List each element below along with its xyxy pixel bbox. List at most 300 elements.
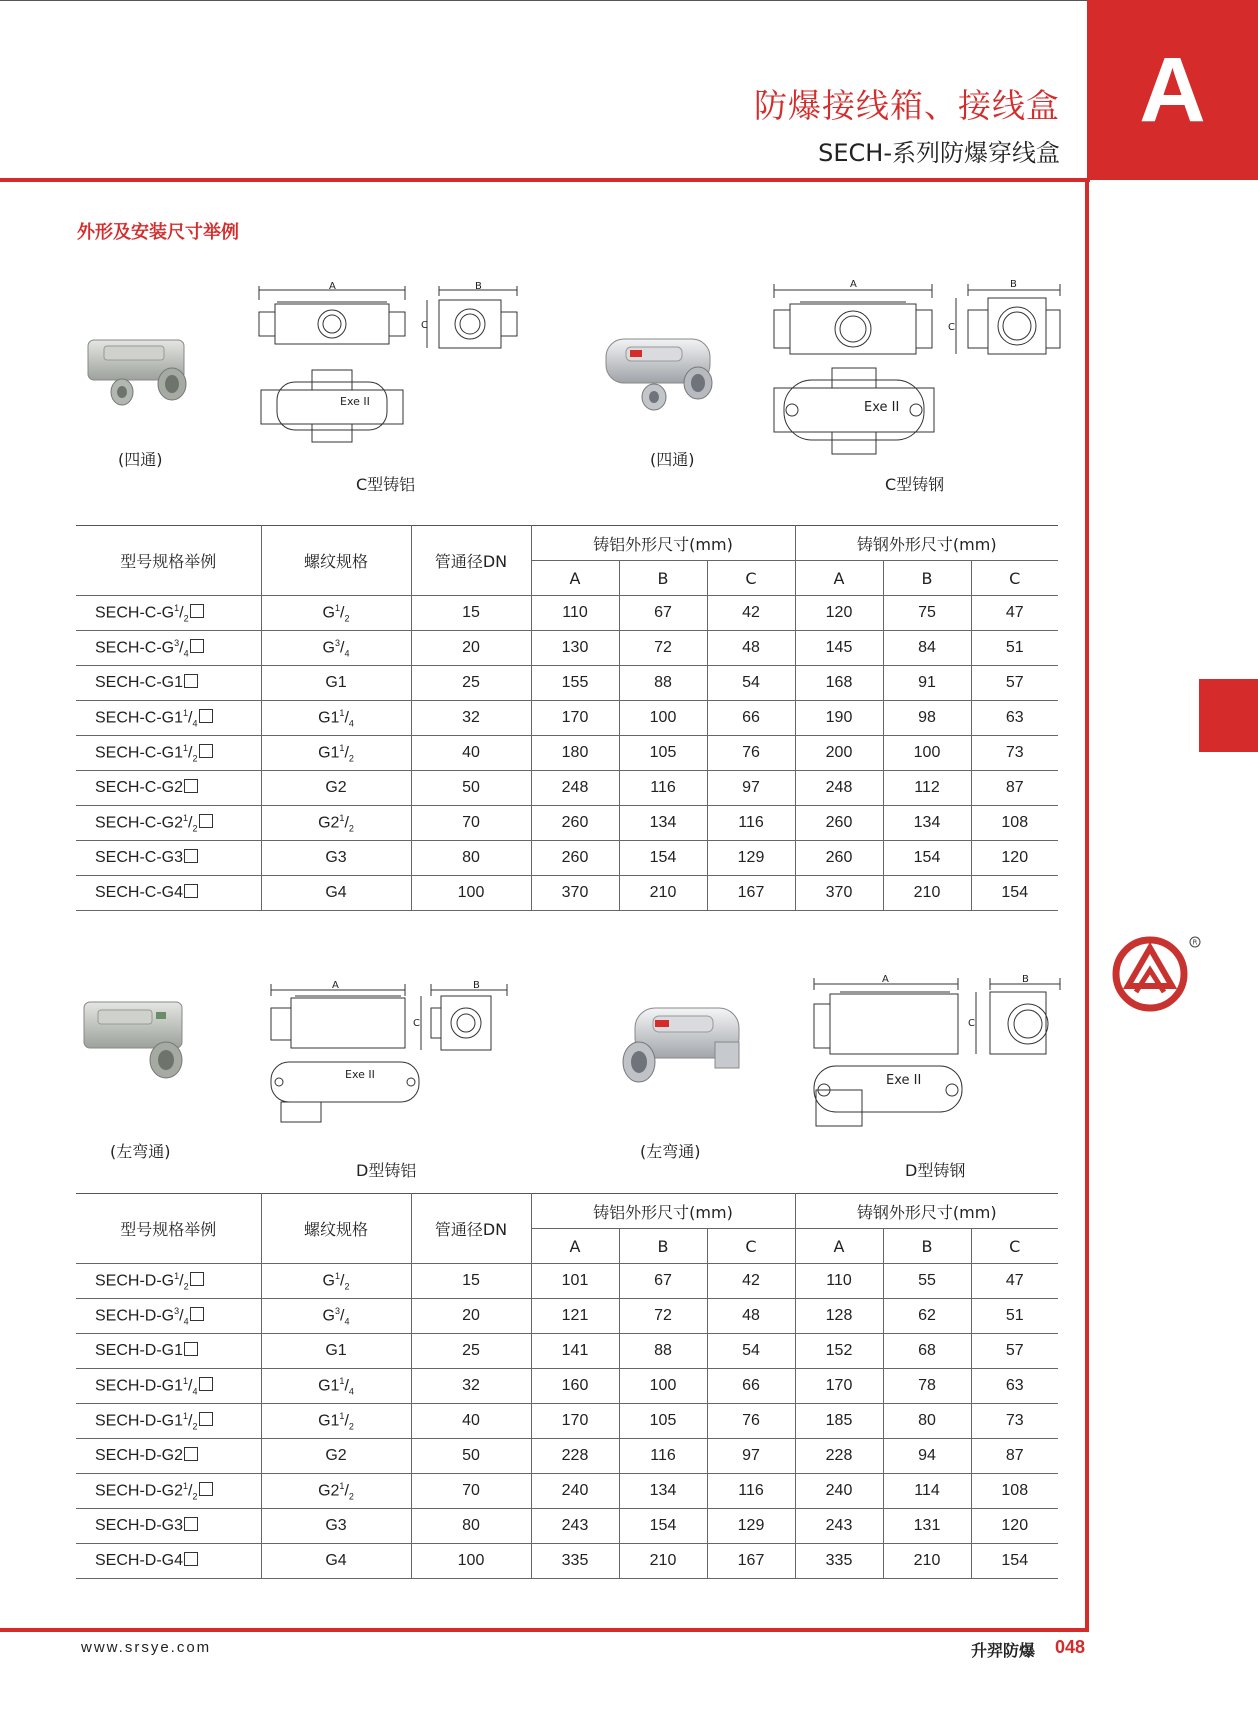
col-header-alu-group: 铸铝外形尺寸(mm): [531, 526, 795, 561]
alu-c-cell: 129: [707, 841, 795, 876]
dn-cell: 15: [411, 1264, 531, 1299]
table-row: [76, 666, 1058, 701]
thread-cell: [261, 771, 411, 806]
col-header-alu-b: B: [619, 1229, 707, 1264]
thread-frac-den: 2: [348, 1421, 354, 1432]
alu-b-cell: 88: [619, 666, 707, 701]
c-steel-product-photo: [600, 325, 725, 420]
col-header-steel-c: C: [971, 561, 1058, 596]
alu-b-cell: 154: [619, 1509, 707, 1544]
model-cell: SECH-$D-G1^1/_2$: [76, 1404, 261, 1439]
thread-frac-num: 1: [339, 707, 345, 718]
d-alu-product-photo: [80, 990, 195, 1090]
model-prefix: SECH-D-G: [95, 1412, 175, 1430]
checkbox-placeholder-icon: [190, 1272, 204, 1286]
thread-cell: [261, 1334, 411, 1369]
footer-brand: 升羿防爆: [971, 1641, 1036, 1660]
model-frac-den: 2: [192, 1491, 198, 1502]
alu-b-cell: 154: [619, 841, 707, 876]
steel-b-cell: 55: [883, 1264, 971, 1299]
thread-whole: G1: [325, 1342, 347, 1359]
thread-frac-num: 1: [339, 742, 345, 753]
model-whole: 3: [174, 849, 184, 866]
steel-c-cell: 51: [971, 631, 1058, 666]
dim-b-label: B: [473, 980, 480, 991]
model-frac-num: 1: [183, 1410, 189, 1421]
thread-cell: $G^3/_4$: [261, 1299, 411, 1334]
checkbox-placeholder-icon: [184, 849, 198, 863]
alu-c-cell: 66: [707, 1369, 795, 1404]
dn-cell: 70: [411, 1474, 531, 1509]
alu-a-cell: 155: [531, 666, 619, 701]
thread-frac-den: 4: [344, 1316, 350, 1327]
steel-b-cell: 131: [883, 1509, 971, 1544]
col-header-thread: 螺纹规格: [261, 526, 411, 596]
table-row: [76, 736, 1058, 771]
thread-frac-den: 2: [348, 753, 354, 764]
steel-c-cell: 47: [971, 1264, 1058, 1299]
c-alu-dimension-drawing: [255, 282, 525, 457]
dn-cell: 32: [411, 1369, 531, 1404]
steel-c-cell: 108: [971, 806, 1058, 841]
alu-b-cell: 210: [619, 1544, 707, 1579]
dim-c-label: C: [421, 320, 428, 331]
thread-whole: G1: [325, 674, 347, 691]
thread-frac-num: 3: [334, 637, 340, 648]
model-prefix: SECH-C-G: [95, 814, 175, 832]
model-cell: [76, 1439, 261, 1474]
alu-a-cell: 101: [531, 1264, 619, 1299]
thread-whole: G3: [325, 1517, 347, 1534]
thread-cell: $G^1/_2$: [261, 596, 411, 631]
thread-cell: [261, 1544, 411, 1579]
model-frac-num: 3: [174, 637, 180, 648]
thread-cell: $G1^1/_2$: [261, 1404, 411, 1439]
dn-cell: 20: [411, 1299, 531, 1334]
steel-b-cell: 91: [883, 666, 971, 701]
c-steel-photo-caption: (四通): [650, 450, 695, 469]
table-row: [76, 876, 1058, 911]
steel-b-cell: 100: [883, 736, 971, 771]
thread-frac-num: 1: [339, 1375, 345, 1386]
steel-c-cell: 63: [971, 1369, 1058, 1404]
steel-c-cell: 73: [971, 1404, 1058, 1439]
steel-a-cell: 120: [795, 596, 883, 631]
thread-whole: G1: [318, 1377, 340, 1395]
dim-a-label: A: [329, 282, 336, 292]
steel-b-cell: 80: [883, 1404, 971, 1439]
alu-b-cell: 105: [619, 736, 707, 771]
page-subtitle: SECH-系列防爆穿线盒: [818, 139, 1060, 167]
model-cell: SECH-$D-G^1/_2$: [76, 1264, 261, 1299]
nameplate-label: Exe II: [345, 1068, 375, 1081]
thread-frac-num: 1: [339, 812, 345, 823]
thread-frac-den: 4: [348, 718, 354, 729]
steel-b-cell: 134: [883, 806, 971, 841]
model-whole: 1: [174, 674, 184, 691]
brand-logo-icon: [1112, 934, 1202, 1014]
model-prefix: SECH-D-G: [95, 1342, 175, 1359]
checkbox-placeholder-icon: [199, 709, 213, 723]
dn-cell: 50: [411, 1439, 531, 1474]
thread-whole: G4: [325, 884, 347, 901]
alu-c-cell: 167: [707, 876, 795, 911]
d-type-table-body: [76, 1264, 1058, 1579]
steel-b-cell: 94: [883, 1439, 971, 1474]
thread-cell: $G^3/_4$: [261, 631, 411, 666]
model-prefix: SECH-C-G: [95, 744, 175, 762]
thread-whole: G3: [325, 849, 347, 866]
steel-b-cell: 154: [883, 841, 971, 876]
c-type-table-body: [76, 596, 1058, 911]
alu-b-cell: 67: [619, 1264, 707, 1299]
checkbox-placeholder-icon: [184, 1342, 198, 1356]
checkbox-placeholder-icon: [184, 674, 198, 688]
model-prefix: SECH-C-G: [95, 604, 175, 622]
thread-frac-num: 1: [334, 1270, 340, 1281]
col-header-dn: 管通径DN: [411, 526, 531, 596]
model-whole: 2: [174, 779, 184, 796]
alu-c-cell: 129: [707, 1509, 795, 1544]
steel-b-cell: 62: [883, 1299, 971, 1334]
page-top-border: [0, 0, 1258, 1]
thread-cell: $G^1/_2$: [261, 1264, 411, 1299]
thread-whole: G: [322, 1272, 335, 1290]
model-whole: 1: [174, 744, 184, 762]
alu-c-cell: 54: [707, 666, 795, 701]
checkbox-placeholder-icon: [190, 604, 204, 618]
dn-cell: 100: [411, 876, 531, 911]
model-cell: [76, 876, 261, 911]
thread-whole: G1: [318, 1412, 340, 1430]
col-header-alu-a: A: [531, 561, 619, 596]
thread-cell: $G2^1/_2$: [261, 1474, 411, 1509]
table-row: [76, 1474, 1058, 1509]
nameplate-label: Exe II: [864, 400, 900, 415]
model-frac-num: 3: [174, 1305, 180, 1316]
alu-b-cell: 116: [619, 771, 707, 806]
alu-c-cell: 48: [707, 1299, 795, 1334]
steel-a-cell: 168: [795, 666, 883, 701]
footer-url: www.srsye.com: [81, 1639, 212, 1656]
col-header-alu-group: 铸铝外形尺寸(mm): [531, 1194, 795, 1229]
model-frac-num: 1: [183, 742, 189, 753]
alu-c-cell: 97: [707, 1439, 795, 1474]
thread-whole: G4: [325, 1552, 347, 1569]
steel-c-cell: 120: [971, 1509, 1058, 1544]
alu-a-cell: 335: [531, 1544, 619, 1579]
dim-c-label: C: [413, 1018, 420, 1029]
thread-whole: G2: [318, 814, 340, 832]
col-header-steel-c: C: [971, 1229, 1058, 1264]
steel-c-cell: 73: [971, 736, 1058, 771]
alu-a-cell: 260: [531, 841, 619, 876]
col-header-alu-a: A: [531, 1229, 619, 1264]
alu-b-cell: 100: [619, 1369, 707, 1404]
model-cell: SECH-$C-G1^1/_4$: [76, 701, 261, 736]
model-prefix: SECH-D-G: [95, 1272, 175, 1290]
steel-c-cell: 87: [971, 1439, 1058, 1474]
thread-cell: $G1^1/_4$: [261, 1369, 411, 1404]
steel-b-cell: 68: [883, 1334, 971, 1369]
thread-cell: $G1^1/_2$: [261, 736, 411, 771]
table-row: [76, 841, 1058, 876]
table-row: [76, 701, 1058, 736]
col-header-alu-c: C: [707, 1229, 795, 1264]
alu-c-cell: 97: [707, 771, 795, 806]
thread-cell: $G2^1/_2$: [261, 806, 411, 841]
d-steel-product-photo: [615, 1000, 750, 1105]
thread-whole: G1: [318, 709, 340, 727]
alu-c-cell: 48: [707, 631, 795, 666]
steel-c-cell: 108: [971, 1474, 1058, 1509]
steel-c-cell: 154: [971, 1544, 1058, 1579]
checkbox-placeholder-icon: [184, 1517, 198, 1531]
alu-b-cell: 72: [619, 1299, 707, 1334]
dn-cell: 40: [411, 1404, 531, 1439]
thread-whole: G2: [325, 779, 347, 796]
c-steel-dimension-drawing: [770, 276, 1065, 461]
nameplate-label: Exe II: [886, 1073, 922, 1088]
c-type-spec-table: [76, 525, 1058, 911]
alu-c-cell: 42: [707, 596, 795, 631]
steel-a-cell: 152: [795, 1334, 883, 1369]
steel-b-cell: 98: [883, 701, 971, 736]
dim-b-label: B: [1010, 279, 1017, 290]
thread-cell: [261, 1509, 411, 1544]
steel-a-cell: 228: [795, 1439, 883, 1474]
dim-a-label: A: [882, 974, 889, 985]
steel-a-cell: 128: [795, 1299, 883, 1334]
model-whole: 4: [174, 884, 184, 901]
alu-b-cell: 105: [619, 1404, 707, 1439]
model-frac-den: 4: [183, 648, 189, 659]
model-frac-num: 1: [174, 1270, 180, 1281]
alu-a-cell: 160: [531, 1369, 619, 1404]
table-row: [76, 1509, 1058, 1544]
model-prefix: SECH-D-G: [95, 1377, 175, 1395]
thread-whole: G1: [318, 744, 340, 762]
dn-cell: 40: [411, 736, 531, 771]
checkbox-placeholder-icon: [190, 1307, 204, 1321]
col-header-steel-group: 铸钢外形尺寸(mm): [795, 1194, 1058, 1229]
col-header-steel-group: 铸钢外形尺寸(mm): [795, 526, 1058, 561]
model-prefix: SECH-C-G: [95, 674, 175, 691]
steel-c-cell: 57: [971, 1334, 1058, 1369]
alu-a-cell: 228: [531, 1439, 619, 1474]
model-whole: 1: [174, 1377, 184, 1395]
col-header-model: 型号规格举例: [76, 1194, 261, 1264]
steel-a-cell: 170: [795, 1369, 883, 1404]
model-frac-num: 1: [183, 1480, 189, 1491]
thread-frac-num: 1: [339, 1410, 345, 1421]
model-prefix: SECH-C-G: [95, 884, 175, 901]
dn-cell: 80: [411, 841, 531, 876]
model-whole: 1: [174, 1412, 184, 1430]
model-prefix: SECH-C-G: [95, 849, 175, 866]
alu-b-cell: 100: [619, 701, 707, 736]
model-cell: [76, 771, 261, 806]
thread-frac-den: 2: [348, 823, 354, 834]
table-row: [76, 1334, 1058, 1369]
thread-frac-num: 1: [339, 1480, 345, 1491]
header-red-rule: [0, 178, 1090, 182]
c-alu-figure-title: C型铸铝: [356, 475, 416, 494]
steel-b-cell: 210: [883, 1544, 971, 1579]
steel-c-cell: 51: [971, 1299, 1058, 1334]
alu-a-cell: 170: [531, 701, 619, 736]
alu-b-cell: 134: [619, 1474, 707, 1509]
steel-c-cell: 120: [971, 841, 1058, 876]
model-cell: SECH-$C-G^3/_4$: [76, 631, 261, 666]
model-cell: [76, 666, 261, 701]
dn-cell: 20: [411, 631, 531, 666]
alu-b-cell: 67: [619, 596, 707, 631]
steel-b-cell: 210: [883, 876, 971, 911]
steel-c-cell: 154: [971, 876, 1058, 911]
model-cell: SECH-$C-G1^1/_2$: [76, 736, 261, 771]
alu-c-cell: 167: [707, 1544, 795, 1579]
alu-b-cell: 72: [619, 631, 707, 666]
alu-a-cell: 110: [531, 596, 619, 631]
model-frac-den: 2: [192, 1421, 198, 1432]
model-cell: SECH-$D-G^3/_4$: [76, 1299, 261, 1334]
dim-c-label: C: [968, 1018, 975, 1029]
model-frac-den: 2: [183, 613, 189, 624]
table-row: [76, 1369, 1058, 1404]
checkbox-placeholder-icon: [184, 884, 198, 898]
alu-c-cell: 116: [707, 1474, 795, 1509]
model-frac-num: 1: [174, 602, 180, 613]
steel-b-cell: 112: [883, 771, 971, 806]
checkbox-placeholder-icon: [190, 639, 204, 653]
dn-cell: 100: [411, 1544, 531, 1579]
alu-a-cell: 170: [531, 1404, 619, 1439]
steel-a-cell: 260: [795, 841, 883, 876]
d-steel-figure-title: D型铸钢: [905, 1161, 966, 1180]
dim-b-label: B: [1022, 974, 1029, 985]
steel-a-cell: 145: [795, 631, 883, 666]
model-prefix: SECH-D-G: [95, 1517, 175, 1534]
model-whole: 2: [174, 1482, 184, 1500]
steel-a-cell: 240: [795, 1474, 883, 1509]
alu-c-cell: 54: [707, 1334, 795, 1369]
checkbox-placeholder-icon: [199, 1482, 213, 1496]
col-header-model: 型号规格举例: [76, 526, 261, 596]
alu-b-cell: 116: [619, 1439, 707, 1474]
col-header-alu-c: C: [707, 561, 795, 596]
dn-cell: 70: [411, 806, 531, 841]
alu-a-cell: 141: [531, 1334, 619, 1369]
thread-frac-den: 4: [344, 648, 350, 659]
model-prefix: SECH-D-G: [95, 1482, 175, 1500]
model-prefix: SECH-D-G: [95, 1447, 175, 1464]
checkbox-placeholder-icon: [184, 779, 198, 793]
model-frac-den: 4: [183, 1316, 189, 1327]
alu-c-cell: 116: [707, 806, 795, 841]
steel-b-cell: 78: [883, 1369, 971, 1404]
steel-a-cell: 370: [795, 876, 883, 911]
dn-cell: 25: [411, 1334, 531, 1369]
thread-whole: G: [322, 639, 335, 657]
dn-cell: 50: [411, 771, 531, 806]
model-prefix: SECH-D-G: [95, 1552, 175, 1569]
steel-a-cell: 200: [795, 736, 883, 771]
steel-a-cell: 190: [795, 701, 883, 736]
thread-whole: G2: [318, 1482, 340, 1500]
checkbox-placeholder-icon: [199, 744, 213, 758]
steel-a-cell: 248: [795, 771, 883, 806]
side-tab-marker: [1199, 679, 1258, 752]
c-alu-photo-caption: (四通): [118, 450, 163, 469]
steel-a-cell: 243: [795, 1509, 883, 1544]
model-cell: [76, 1544, 261, 1579]
alu-c-cell: 76: [707, 1404, 795, 1439]
checkbox-placeholder-icon: [199, 814, 213, 828]
model-whole: 2: [174, 1447, 184, 1464]
model-prefix: SECH-C-G: [95, 709, 175, 727]
alu-b-cell: 210: [619, 876, 707, 911]
section-heading: 外形及安装尺寸举例: [77, 222, 239, 243]
steel-a-cell: 260: [795, 806, 883, 841]
right-red-rule: [1085, 178, 1089, 1632]
model-cell: SECH-$C-G^1/_2$: [76, 596, 261, 631]
c-steel-figure-title: C型铸钢: [885, 475, 945, 494]
model-prefix: SECH-C-G: [95, 779, 175, 796]
model-frac-den: 2: [192, 823, 198, 834]
dim-b-label: B: [475, 282, 482, 292]
steel-b-cell: 75: [883, 596, 971, 631]
table-row: [76, 1404, 1058, 1439]
checkbox-placeholder-icon: [184, 1552, 198, 1566]
alu-b-cell: 134: [619, 806, 707, 841]
alu-a-cell: 121: [531, 1299, 619, 1334]
thread-cell: [261, 841, 411, 876]
model-prefix: SECH-D-G: [95, 1307, 175, 1325]
d-steel-photo-caption: (左弯通): [640, 1142, 701, 1161]
steel-a-cell: 110: [795, 1264, 883, 1299]
model-cell: SECH-$D-G1^1/_4$: [76, 1369, 261, 1404]
dim-c-label: C: [948, 322, 955, 333]
dn-cell: 32: [411, 701, 531, 736]
table-row: [76, 596, 1058, 631]
thread-frac-num: 1: [334, 602, 340, 613]
thread-cell: [261, 1439, 411, 1474]
model-cell: [76, 841, 261, 876]
model-frac-den: 4: [192, 1386, 198, 1397]
thread-frac-den: 2: [344, 1281, 350, 1292]
thread-frac-den: 4: [348, 1386, 354, 1397]
table-row: [76, 1544, 1058, 1579]
steel-a-cell: 185: [795, 1404, 883, 1439]
alu-a-cell: 130: [531, 631, 619, 666]
steel-c-cell: 57: [971, 666, 1058, 701]
col-header-thread: 螺纹规格: [261, 1194, 411, 1264]
alu-a-cell: 240: [531, 1474, 619, 1509]
steel-c-cell: 87: [971, 771, 1058, 806]
alu-a-cell: 180: [531, 736, 619, 771]
table-row: [76, 806, 1058, 841]
table-row: [76, 1299, 1058, 1334]
dn-cell: 15: [411, 596, 531, 631]
model-whole: 4: [174, 1552, 184, 1569]
col-header-dn: 管通径DN: [411, 1194, 531, 1264]
alu-a-cell: 243: [531, 1509, 619, 1544]
model-frac-num: 1: [183, 812, 189, 823]
checkbox-placeholder-icon: [199, 1377, 213, 1391]
col-header-alu-b: B: [619, 561, 707, 596]
d-type-spec-table: [76, 1193, 1058, 1579]
